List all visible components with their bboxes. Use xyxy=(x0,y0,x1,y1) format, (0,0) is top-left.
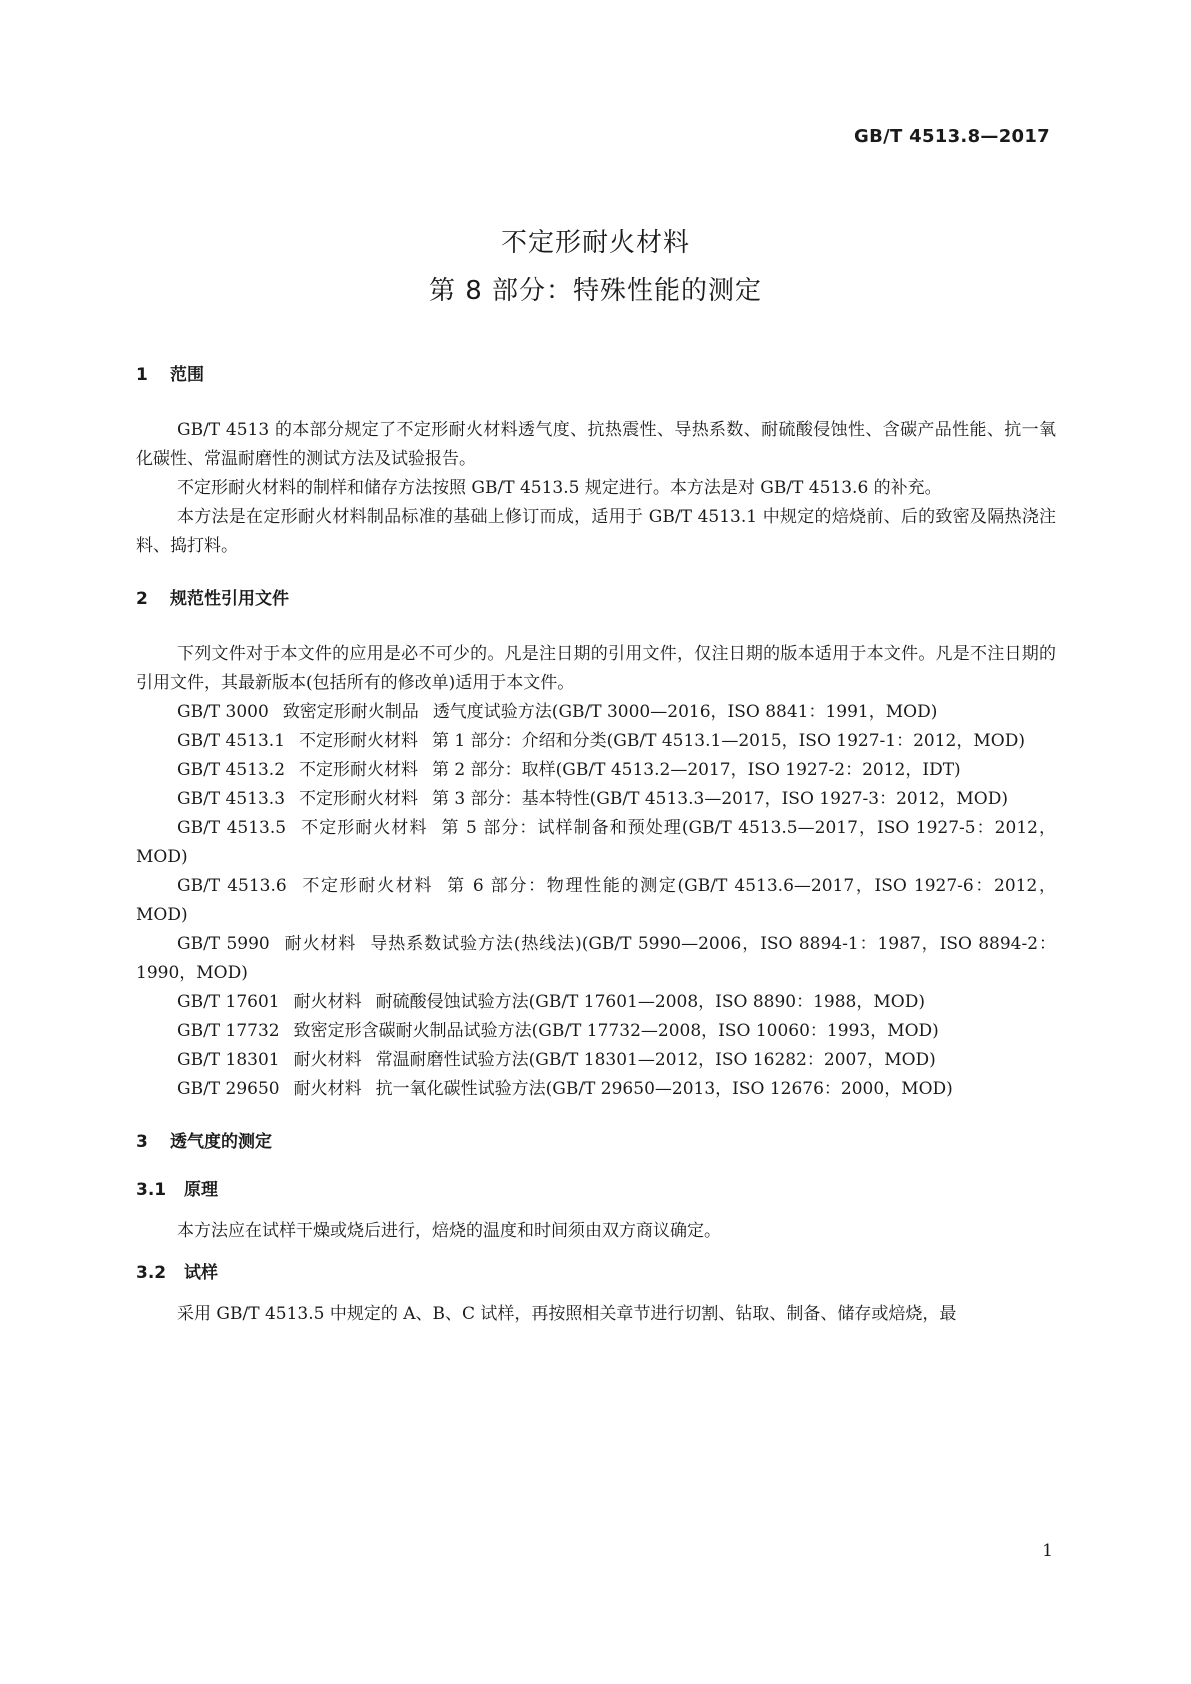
reference-name: 不定形耐火材料 xyxy=(300,818,428,838)
paragraph: 本方法是在定形耐火材料制品标准的基础上修订而成，适用于 GB/T 4513.1 中规定的焙烧前、后的致密及隔热浇注料、捣打料。 xyxy=(136,507,1056,556)
subsection-3-2-heading xyxy=(136,1260,1056,1286)
reference-item xyxy=(136,785,1056,814)
reference-code: GB/T 5990 xyxy=(177,934,270,954)
subsection-title: 原理 xyxy=(184,1180,218,1200)
reference-detail: 第 1 部分：介绍和分类(GB/T 4513.1—2015，ISO 1927-1：2012，MOD) xyxy=(432,731,1025,751)
reference-item xyxy=(136,698,1056,727)
reference-item xyxy=(136,872,1056,930)
page-number: 1 xyxy=(1042,1541,1053,1561)
subsection-number: 3.2 xyxy=(136,1263,167,1283)
reference-name: 耐火材料 xyxy=(283,934,357,954)
reference-code: GB/T 3000 xyxy=(177,702,269,722)
title-line-1: 不定形耐火材料 xyxy=(500,228,690,258)
reference-item xyxy=(136,814,1056,872)
reference-name: 致密定形耐火制品 xyxy=(282,702,419,722)
reference-item xyxy=(136,1046,1056,1075)
reference-name: 耐火材料 xyxy=(293,1079,362,1099)
subsection-3-1-heading xyxy=(136,1177,1056,1203)
reference-code: GB/T 4513.6 xyxy=(177,876,287,896)
section-title: 范围 xyxy=(170,365,204,385)
paragraph: 本方法应在试样干燥或烧后进行，焙烧的温度和时间须由双方商议确定。 xyxy=(177,1221,721,1241)
reference-item xyxy=(136,1075,1056,1104)
title-line-2: 第 8 部分：特殊性能的测定 xyxy=(428,276,763,306)
section-1-heading xyxy=(136,362,1056,388)
paragraph: 下列文件对于本文件的应用是必不可少的。凡是注日期的引用文件，仅注日期的版本适用于本文件。凡是不注日期的引用文件，其最新版本(包括所有的修改单)适用于本文件。 xyxy=(136,644,1056,693)
reference-detail: 第 2 部分：取样(GB/T 4513.2—2017，ISO 1927-2：2012，IDT) xyxy=(432,760,961,780)
reference-code: GB/T 17732 xyxy=(177,1021,280,1041)
section-number: 1 xyxy=(136,365,148,385)
reference-code: GB/T 4513.2 xyxy=(177,760,286,780)
reference-code: GB/T 18301 xyxy=(177,1050,280,1070)
subsection-title: 试样 xyxy=(184,1263,218,1283)
reference-name: 不定形耐火材料 xyxy=(300,876,434,896)
reference-name: 不定形耐火材料 xyxy=(299,760,419,780)
reference-detail: 致密定形含碳耐火制品试验方法(GB/T 17732—2008，ISO 10060：1993，MOD) xyxy=(293,1021,939,1041)
reference-item xyxy=(136,1017,1056,1046)
reference-name: 不定形耐火材料 xyxy=(299,789,419,809)
reference-detail: 导热系数试验方法(热线法)(GB/T 5990—2006，ISO 8894-1：1987，ISO 8894-2：1990，MOD) xyxy=(136,934,1056,983)
reference-code: GB/T 29650 xyxy=(177,1079,280,1099)
section-2-heading xyxy=(136,586,1056,612)
reference-detail: 常温耐磨性试验方法(GB/T 18301—2012，ISO 16282：2007，MOD) xyxy=(375,1050,936,1070)
reference-name: 不定形耐火材料 xyxy=(299,731,419,751)
section-3-heading xyxy=(136,1129,1056,1155)
paragraph: 不定形耐火材料的制样和储存方法按照 GB/T 4513.5 规定进行。本方法是对 GB/T 4513.6 的补充。 xyxy=(177,478,942,498)
document-body xyxy=(136,362,1056,1329)
section-number: 2 xyxy=(136,589,148,609)
reference-name: 耐火材料 xyxy=(293,1050,362,1070)
reference-item xyxy=(136,727,1056,756)
reference-detail: 第 5 部分：试样制备和预处理(GB/T 4513.5—2017，ISO 1927-5：2012，MOD) xyxy=(136,818,1057,867)
paragraph: 采用 GB/T 4513.5 中规定的 A、B、C 试样，再按照相关章节进行切割、钻取、制备、储存或焙烧，最 xyxy=(177,1304,957,1324)
paragraph: GB/T 4513 的本部分规定了不定形耐火材料透气度、抗热震性、导热系数、耐硫酸侵蚀性、含碳产品性能、抗一氧化碳性、常温耐磨性的测试方法及试验报告。 xyxy=(136,420,1056,469)
reference-detail: 耐硫酸侵蚀试验方法(GB/T 17601—2008，ISO 8890：1988，MOD) xyxy=(375,992,925,1012)
subsection-number: 3.1 xyxy=(136,1180,167,1200)
section-number: 3 xyxy=(136,1132,148,1152)
reference-item xyxy=(136,756,1056,785)
reference-code: GB/T 4513.3 xyxy=(177,789,286,809)
reference-code: GB/T 4513.1 xyxy=(177,731,286,751)
reference-detail: 抗一氧化碳性试验方法(GB/T 29650—2013，ISO 12676：2000，MOD) xyxy=(375,1079,953,1099)
standard-number: GB/T 4513.8—2017 xyxy=(854,126,1050,147)
reference-detail: 第 3 部分：基本特性(GB/T 4513.3—2017，ISO 1927-3：2012，MOD) xyxy=(432,789,1008,809)
reference-name: 耐火材料 xyxy=(293,992,362,1012)
reference-code: GB/T 17601 xyxy=(177,992,280,1012)
reference-detail: 透气度试验方法(GB/T 3000—2016，ISO 8841：1991，MOD) xyxy=(432,702,938,722)
section-title: 透气度的测定 xyxy=(170,1132,272,1152)
section-title: 规范性引用文件 xyxy=(170,589,289,609)
reference-item xyxy=(136,930,1056,988)
reference-code: GB/T 4513.5 xyxy=(177,818,287,838)
document-title xyxy=(0,222,1191,312)
reference-item xyxy=(136,988,1056,1017)
reference-detail: 第 6 部分：物理性能的测定(GB/T 4513.6—2017，ISO 1927-6：2012，MOD) xyxy=(136,876,1056,925)
